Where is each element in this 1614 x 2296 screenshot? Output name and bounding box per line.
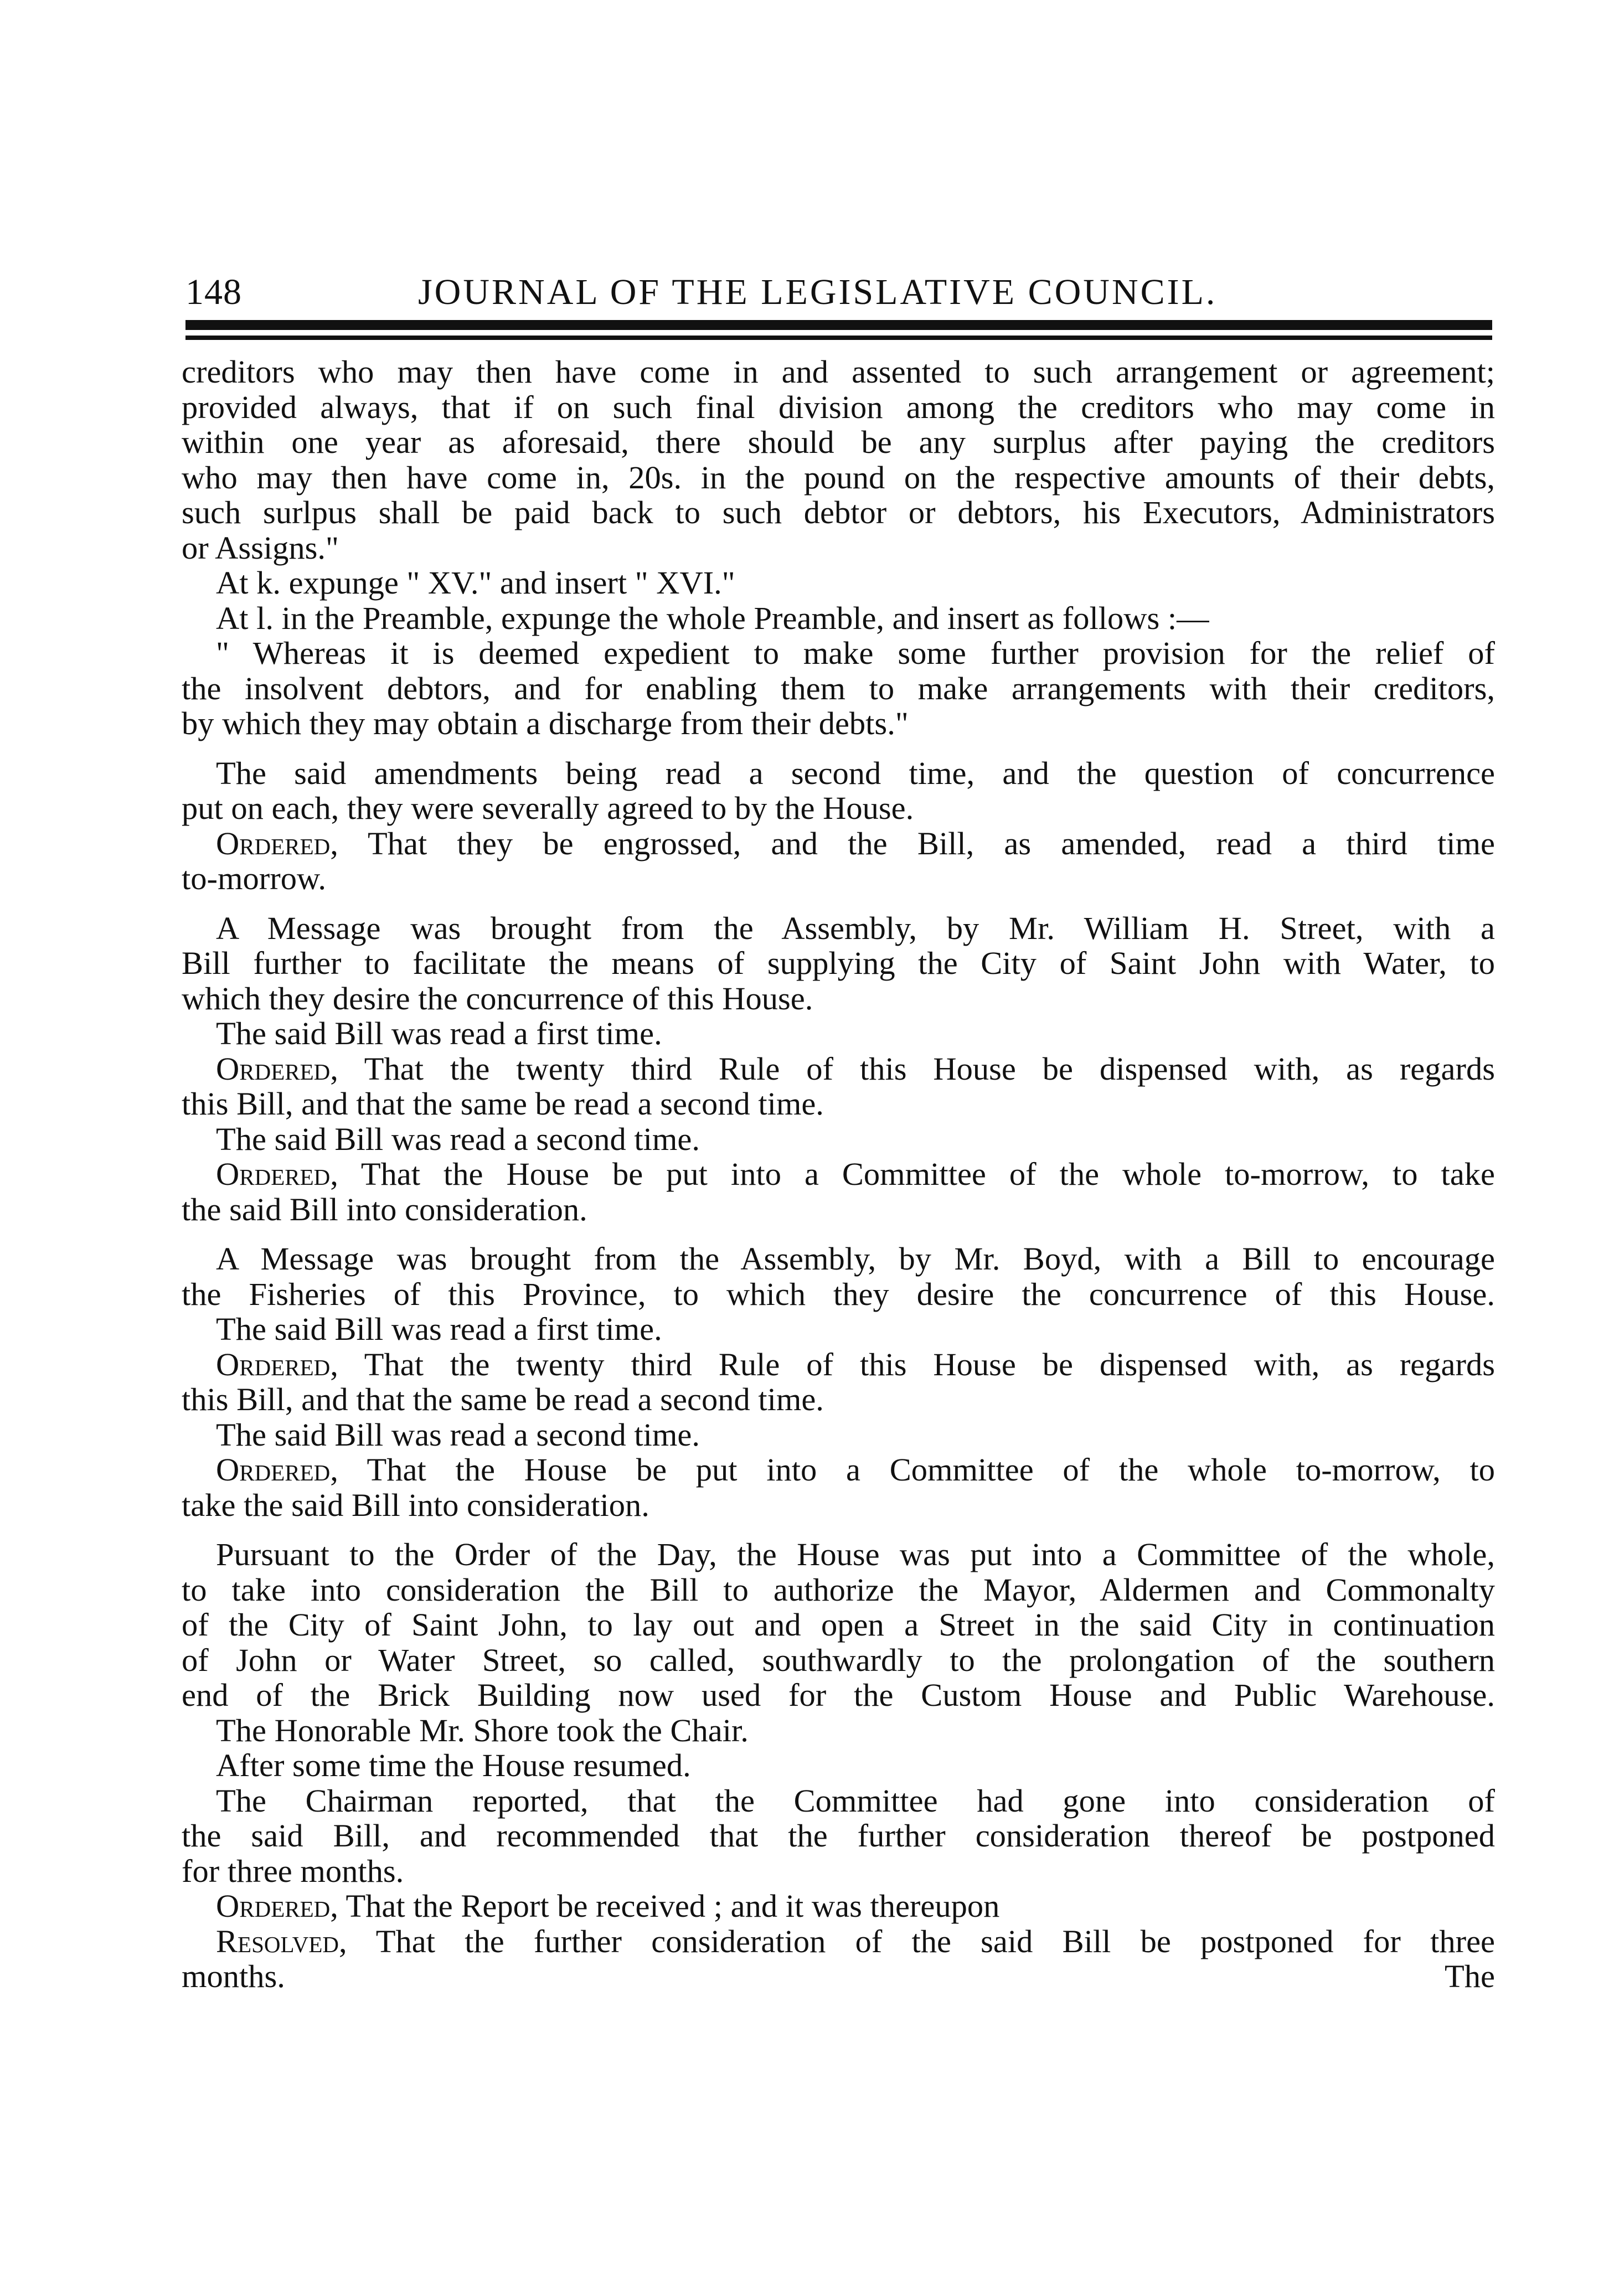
text-line [182, 1347, 1495, 1382]
paragraph [182, 1122, 1495, 1157]
text-line: the said Bill into consideration. [182, 1191, 587, 1227]
paragraph [182, 1241, 1495, 1312]
text-line: The said Bill was read a second time. [216, 1416, 700, 1453]
text-line: the insolvent debtors, and for enabling them to make arrangements with their creditors, [182, 670, 1495, 706]
paragraph-gap [182, 1227, 1495, 1241]
text-line: the Fisheries of this Province, to which they desire the concurrence of this House. [182, 1276, 1495, 1312]
paragraph-gap [182, 1523, 1495, 1537]
text-line: the said Bill, and recommended that the further consideration thereof be postponed [182, 1818, 1495, 1854]
text-line: At l. in the Preamble, expunge the whole Preamble, and insert as follows :— [216, 600, 1209, 636]
text-line: such surlpus shall be paid back to such debtor or debtors, his Executors, Administrators [182, 494, 1495, 530]
ordered-lead: Ordered, [216, 1346, 338, 1382]
text-line [182, 1924, 1495, 1959]
text-run: That they be engrossed, and the Bill, as amended, read a third time [338, 825, 1495, 861]
text-line: end of the Brick Building now used for the Custom House and Public Warehouse. [182, 1677, 1495, 1713]
text-line: within one year as aforesaid, there should be any surplus after paying the creditors [182, 424, 1495, 460]
paragraph [182, 1157, 1495, 1227]
paragraph-gap [182, 896, 1495, 911]
text-line: to take into consideration the Bill to authorize the Mayor, Aldermen and Commonalty [182, 1571, 1495, 1608]
header-rule-thin [185, 336, 1492, 340]
paragraph [182, 911, 1495, 1017]
paragraph [182, 1713, 1495, 1748]
page-number: 148 [185, 272, 242, 312]
paragraph [182, 1889, 1495, 1924]
paragraph [182, 826, 1495, 896]
text-line: for three months. [182, 1853, 404, 1889]
text-line: The said Bill was read a first time. [216, 1015, 662, 1051]
text-line: A Message was brought from the Assembly, by Mr. Boyd, with a Bill to encourage [216, 1241, 1495, 1277]
ordered-lead: Ordered, [216, 1888, 338, 1924]
text-line: which they desire the concurrence of this House. [182, 980, 813, 1017]
paragraph [182, 1924, 1495, 1994]
text-line: this Bill, and that the same be read a second time. [182, 1086, 824, 1122]
paragraph [182, 354, 1495, 565]
paragraph [182, 636, 1495, 741]
text-line: After some time the House resumed. [216, 1747, 691, 1783]
text-line: this Bill, and that the same be read a second time. [182, 1381, 824, 1417]
text-line: Pursuant to the Order of the Day, the House was put into a Committee of the whole, [216, 1536, 1495, 1572]
text-line: The said Bill was read a second time. [216, 1121, 700, 1157]
paragraph [182, 1748, 1495, 1783]
paragraph [182, 1347, 1495, 1417]
text-line: who may then have come in, 20s. in the pound on the respective amounts of their debts, [182, 459, 1495, 496]
text-line: or Assigns." [182, 529, 339, 566]
resolved-lead: Resolved, [216, 1923, 347, 1959]
text-run: That the House be put into a Committee of the whole to-morrow, to take [338, 1156, 1495, 1192]
paragraph [182, 1537, 1495, 1713]
text-run: That the twenty third Rule of this House be dispensed with, as regards [338, 1050, 1495, 1087]
text-line: At k. expunge " XV." and insert " XVI." [216, 565, 735, 601]
paragraph [182, 756, 1495, 826]
text-line: by which they may obtain a discharge from their debts." [182, 705, 909, 741]
paragraph [182, 1051, 1495, 1122]
ordered-lead: Ordered, [216, 825, 338, 861]
paragraph [182, 1312, 1495, 1347]
text-run: That the further consideration of the said Bill be postponed for three [347, 1923, 1495, 1959]
text-line: of the City of Saint John, to lay out and open a Street in the said City in continuation [182, 1607, 1495, 1643]
paragraph-gap [182, 741, 1495, 756]
text-run: That the twenty third Rule of this House be dispensed with, as regards [338, 1346, 1495, 1382]
ordered-lead: Ordered, [216, 1156, 338, 1192]
text-line: Bill further to facilitate the means of supplying the City of Saint John with Water, to [182, 945, 1495, 981]
text-line: The said amendments being read a second time, and the question of concurrence [216, 755, 1495, 791]
catchword: The [1445, 1958, 1495, 1994]
text-run: months. [182, 1958, 285, 1994]
paragraph [182, 601, 1495, 636]
page-header [185, 270, 1492, 314]
paragraph [182, 565, 1495, 601]
paragraph [182, 1417, 1495, 1453]
text-line: put on each, they were severally agreed to by the House. [182, 790, 914, 826]
text-line [182, 1157, 1495, 1192]
running-title: JOURNAL OF THE LEGISLATIVE COUNCIL. [418, 272, 1218, 312]
text-line: A Message was brought from the Assembly, by Mr. William H. Street, with a [216, 910, 1495, 946]
text-line: of John or Water Street, so called, southwardly to the prolongation of the southern [182, 1642, 1495, 1678]
text-line: provided always, that if on such final division among the creditors who may come in [182, 389, 1495, 425]
text-line: The Chairman reported, that the Committee had gone into consideration of [216, 1782, 1495, 1819]
journal-body-text [182, 354, 1495, 1994]
text-line [182, 826, 1495, 861]
text-line: The Honorable Mr. Shore took the Chair. [216, 1712, 749, 1748]
text-line: creditors who may then have come in and assented to such arrangement or agreement; [182, 354, 1495, 390]
text-line [182, 1051, 1495, 1087]
text-line: " Whereas it is deemed expedient to make some further provision for the relief of [216, 635, 1495, 671]
text-line [182, 1452, 1495, 1488]
ordered-lead: Ordered, [216, 1452, 338, 1488]
paragraph [182, 1452, 1495, 1523]
text-line [182, 1889, 1495, 1924]
header-rule-thick [185, 320, 1492, 330]
paragraph [182, 1783, 1495, 1889]
text-line: The said Bill was read a first time. [216, 1311, 662, 1347]
text-run: That the Report be received ; and it was thereupon [338, 1888, 1000, 1924]
text-line [182, 1959, 1495, 1994]
text-line: to-morrow. [182, 860, 327, 896]
text-line: take the said Bill into consideration. [182, 1487, 649, 1523]
ordered-lead: Ordered, [216, 1050, 338, 1087]
text-run: That the House be put into a Committee of the whole to-morrow, to [338, 1452, 1495, 1488]
paragraph [182, 1016, 1495, 1051]
